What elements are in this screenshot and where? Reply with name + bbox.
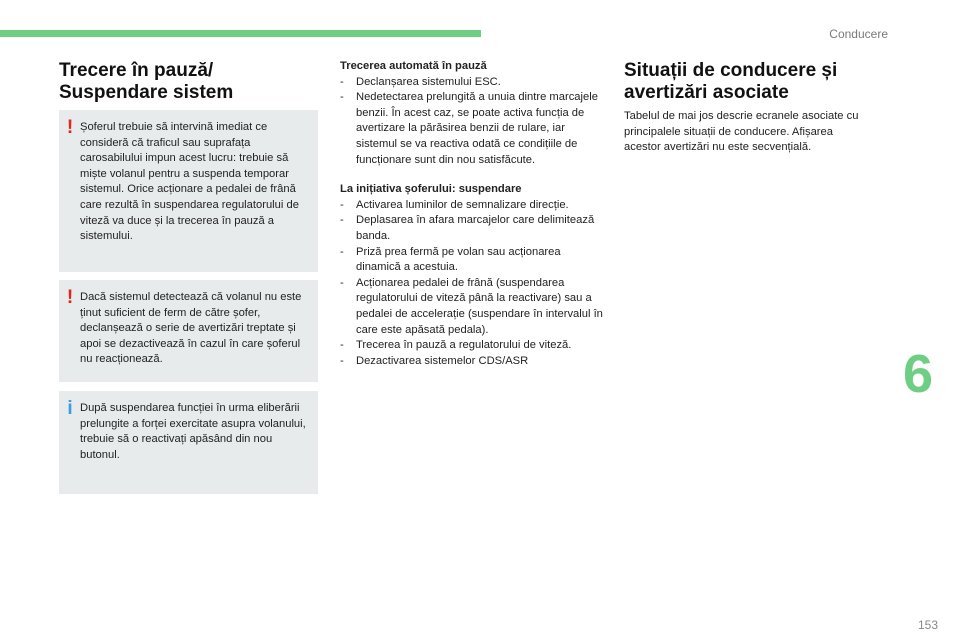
warning-note-1-text: Șoferul trebuie să intervină imediat ce consideră că traficul sau suprafața carosabilului impun acest lucru: trebuie să miște volanul pentru a suspenda temporar sistemul. Orice acționare a pedalei de frână care rezultă în suspendarea regulatorului de viteză va duce și la trecerea în pauză a sistemului.: [80, 121, 299, 243]
left-section-title: [59, 60, 233, 104]
section-title: Conducere: [829, 27, 888, 41]
list-item: - Activarea luminilor de semnalizare direcție.: [340, 198, 603, 214]
auto-pause-list: [340, 75, 603, 169]
right-title-line-1: Situații de conducere și: [624, 60, 838, 81]
right-description: Tabelul de mai jos descrie ecranele asociate cu principalele situații de conducere. Afișarea acestor avertizări nu este secvențială.: [624, 110, 859, 154]
list-item: - Nedetectarea prelungită a unuia dintre marcajele benzii. În acest caz, se poate activa funcția de avertizare la părăsirea benzii de rulare, iar sistemul se va reactiva odată ce condițiile de funcționare sunt din nou satisfăcute.: [340, 90, 603, 168]
list-item: - Dezactivarea sistemelor CDS/ASR: [340, 354, 603, 370]
right-title-line-2: avertizări asociate: [624, 82, 789, 103]
info-note: [59, 391, 318, 494]
chapter-number: 6: [903, 344, 934, 404]
warning-note-1: [59, 110, 318, 272]
left-title-line-1: Trecere în pauză/: [59, 60, 214, 81]
exclamation-icon: !: [66, 117, 74, 138]
driver-suspend-list: [340, 198, 603, 370]
exclamation-icon: !: [66, 287, 74, 308]
info-note-text: După suspendarea funcției în urma eliberării prelungite a forței exercitate asupra volanului, trebuie să o reactivați apăsând din nou butonul.: [80, 402, 306, 461]
list-item: - Deplasarea în afara marcajelor care delimitează banda.: [340, 213, 603, 244]
list-item: - Trecerea în pauză a regulatorului de viteză.: [340, 338, 603, 354]
auto-pause-heading: Trecerea automată în pauză: [340, 60, 487, 72]
middle-column: [340, 59, 603, 369]
warning-note-2: [59, 280, 318, 382]
driver-suspend-heading: La inițiativa șoferului: suspendare: [340, 183, 522, 196]
page-number: 153: [917, 618, 938, 632]
info-icon: i: [67, 398, 73, 419]
warning-note-2-text: Dacă sistemul detectează că volanul nu este ținut suficient de ferm de către șofer, declanșează o serie de avertizări treptate și apoi se dezactivează în cazul în care șoferul nu reacționează.: [80, 291, 302, 366]
list-item: - Priză prea fermă pe volan sau acționarea dinamică a acestuia.: [340, 245, 603, 276]
right-section-title: [624, 60, 837, 104]
list-item: - Acționarea pedalei de frână (suspendarea regulatorului de viteză până la reactivare) sau a pedalei de accelerație (suspendare în intervalul în care este apăsată pedala).: [340, 276, 603, 338]
header-accent-bar: [0, 30, 481, 37]
list-item: - Declanșarea sistemului ESC.: [340, 75, 603, 91]
left-title-line-2: Suspendare sistem: [59, 82, 234, 103]
